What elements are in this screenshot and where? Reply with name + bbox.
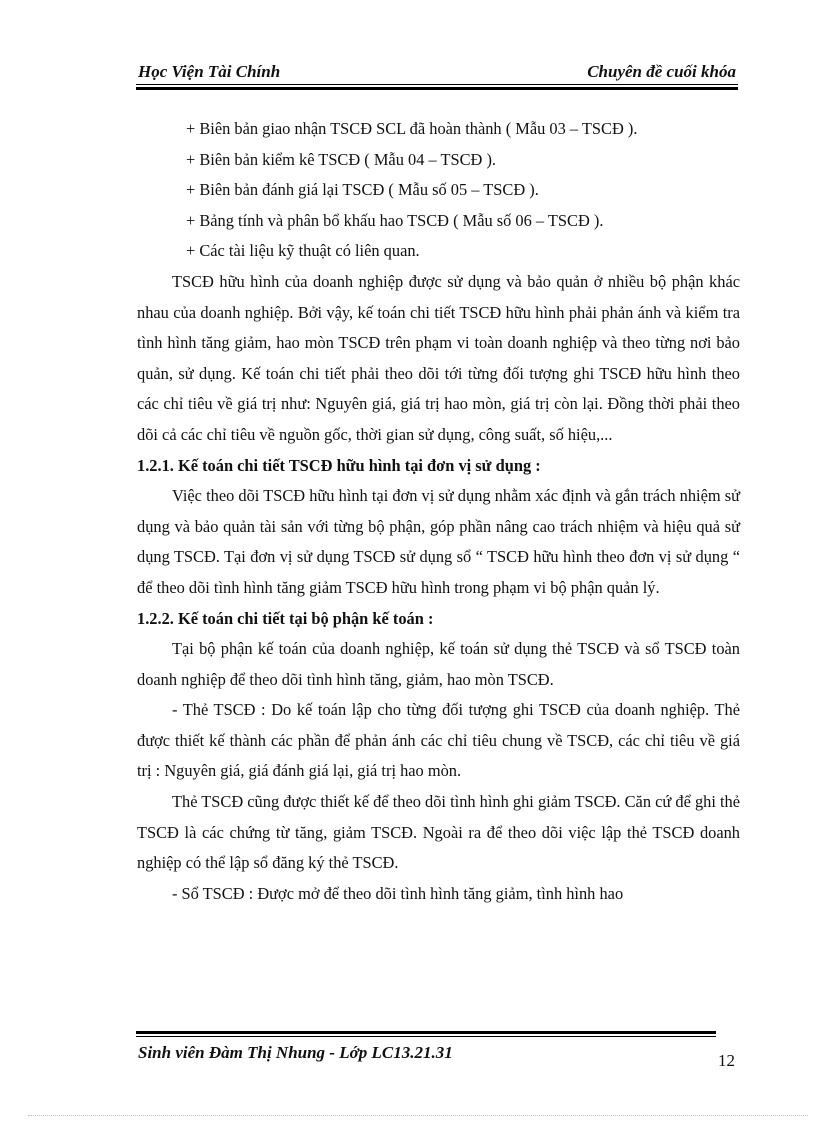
- section-heading-1-2-2: 1.2.2. Kế toán chi tiết tại bộ phận kế toán :: [137, 608, 434, 628]
- paragraph-asset-ledger: - Sổ TSCĐ : Được mở để theo dõi tình hình tăng giảm, tình hình hao: [172, 883, 624, 903]
- page-number: 12: [718, 1051, 735, 1070]
- header-report-title: Chuyên đề cuối khóa: [587, 62, 736, 81]
- bullet-item: + Biên bản kiểm kê TSCĐ ( Mẫu 04 – TSCĐ ).: [186, 149, 497, 169]
- header-institution: Học Viện Tài Chính: [138, 62, 281, 81]
- section-heading-1-2-1: 1.2.1. Kế toán chi tiết TSCĐ hữu hình tại đơn vị sử dụng :: [137, 455, 541, 475]
- page-body: [137, 114, 740, 909]
- paragraph-asset-card: - Thẻ TSCĐ : Do kế toán lập cho từng đối tượng ghi TSCĐ của doanh nghiệp. Thẻ được thiết kế thành các phần để phản ánh các chỉ tiêu chung về TSCĐ, các chỉ tiêu về giá trị : Nguyên giá, giá đánh giá lại, giá trị hao mòn.: [137, 700, 740, 781]
- header-rule-thick: [136, 87, 738, 90]
- bullet-item: + Các tài liệu kỹ thuật có liên quan.: [186, 241, 420, 261]
- paragraph-accounting-dept: Tại bộ phận kế toán của doanh nghiệp, kế toán sử dụng thẻ TSCĐ và sổ TSCĐ toàn doanh nghiệp để theo dõi tình hình tăng, giảm, hao mòn TSCĐ.: [137, 639, 740, 689]
- bullet-item: + Biên bản đánh giá lại TSCĐ ( Mẫu số 05 – TSCĐ ).: [186, 180, 539, 200]
- page-edge-dotted-line: [28, 1115, 808, 1116]
- footer-student-info: Sinh viên Đàm Thị Nhung - Lớp LC13.21.31: [138, 1043, 453, 1062]
- footer-rule-thin: [136, 1036, 716, 1037]
- page-footer: [136, 1031, 738, 1081]
- footer-rule-thick: [136, 1031, 716, 1034]
- paragraph-card-design: Thẻ TSCĐ cũng được thiết kế để theo dõi tình hình ghi giảm TSCĐ. Căn cứ để ghi thẻ TSCĐ là các chứng từ tăng, giảm TSCĐ. Ngoài ra để theo dõi việc lập thẻ TSCĐ doanh nghiệp có thể lập sổ đăng ký thẻ TSCĐ.: [137, 792, 741, 873]
- page-header: [136, 58, 738, 88]
- paragraph-tangible-assets: TSCĐ hữu hình của doanh nghiệp được sử dụng và bảo quản ở nhiều bộ phận khác nhau của doanh nghiệp. Bởi vậy, kế toán chi tiết TSCĐ hữu hình phải phản ánh và kiểm tra tình hình tăng giảm, hao mòn TSCĐ trên phạm vi toàn doanh nghiệp và theo từng nơi bảo quản, sử dụng. Kế toán chi tiết phải theo dõi tới từng đối tượng ghi TSCĐ hữu hình theo các chỉ tiêu về giá trị như: Nguyên giá, giá trị hao mòn, giá trị còn lại. Đồng thời phải theo dõi cả các chỉ tiêu về nguồn gốc, thời gian sử dụng, công suất, số hiệu,...: [137, 271, 740, 444]
- bullet-item: + Bảng tính và phân bổ khấu hao TSCĐ ( Mẫu số 06 – TSCĐ ).: [186, 210, 604, 230]
- header-rule-thin: [136, 84, 738, 85]
- paragraph-usage-unit: Việc theo dõi TSCĐ hữu hình tại đơn vị sử dụng nhằm xác định và gắn trách nhiệm sử dụng và bảo quản tài sản với từng bộ phận, góp phần nâng cao trách nhiệm và hiệu quả sử dụng TSCĐ. Tại đơn vị sử dụng TSCĐ sử dụng sổ “ TSCĐ hữu hình theo đơn vị sử dụng “ để theo dõi tình hình tăng giảm TSCĐ hữu hình trong phạm vi bộ phận quản lý.: [137, 486, 740, 597]
- bullet-item: + Biên bản giao nhận TSCĐ SCL đã hoàn thành ( Mẫu 03 – TSCĐ ).: [186, 119, 638, 138]
